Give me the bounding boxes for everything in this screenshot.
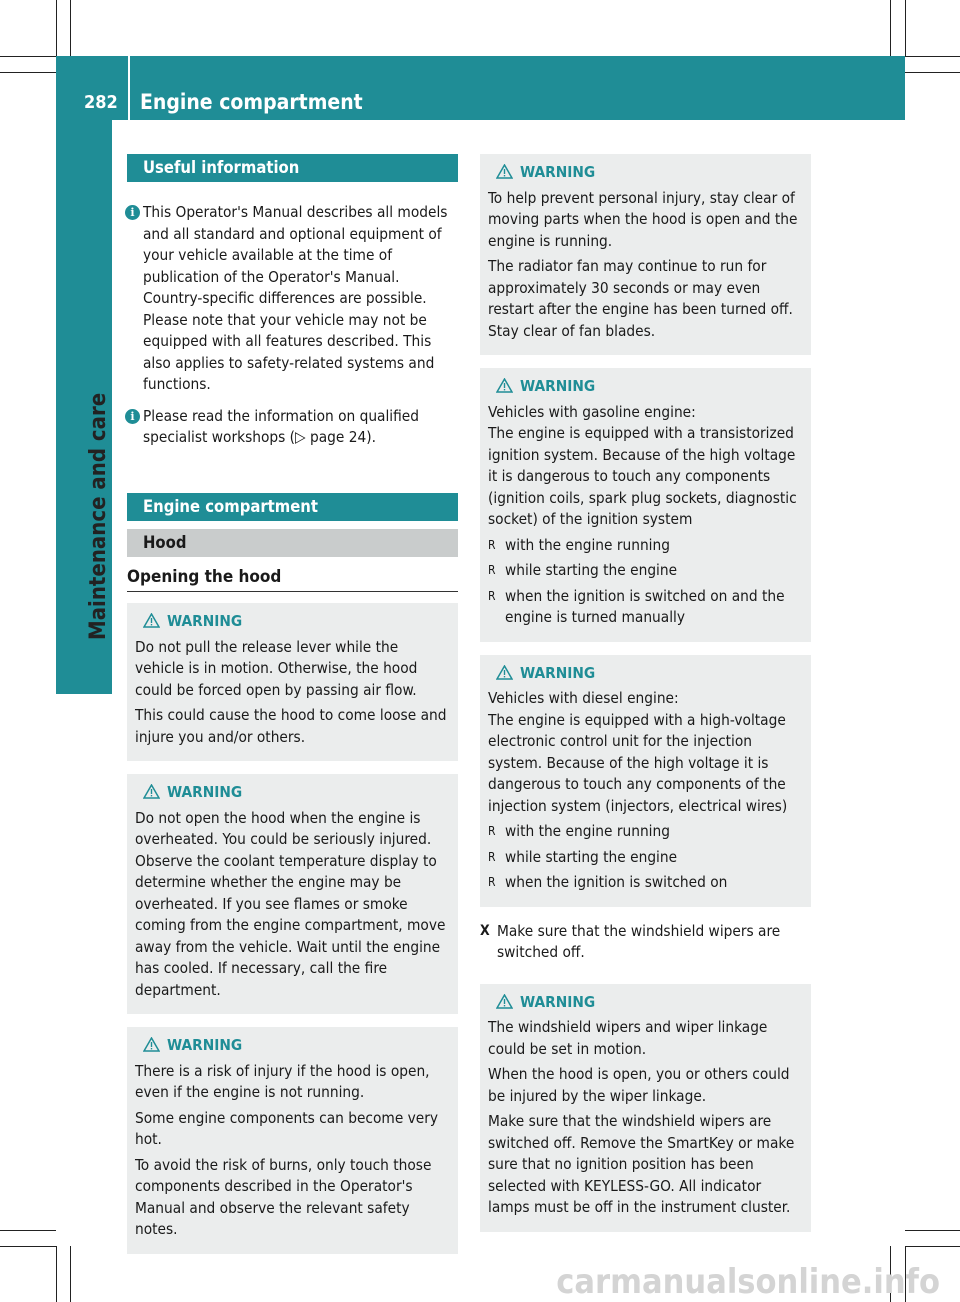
left-column: [127, 154, 458, 1254]
subsection-header-hood: Hood: [127, 529, 458, 557]
info-text: This Operator's Manual describes all models and all standard and optional equipment of your vehicle available at the time of publication of the Operator's Manual. Country-specific differences are possible. Please note that your vehicle may not be equipped with all features described. This also applies to safety-related systems and functions.: [143, 203, 448, 393]
warning-box: [127, 774, 458, 1014]
warning-triangle-icon: [496, 665, 513, 680]
warning-label: WARNING: [520, 163, 596, 181]
crop-mark: [56, 0, 57, 56]
warning-box: [480, 655, 811, 907]
info-icon: i: [125, 205, 140, 220]
heading-opening-the-hood: Opening the hood: [127, 567, 458, 593]
crop-mark: [905, 72, 960, 73]
warning-box: [480, 368, 811, 642]
warning-text: Do not pull the release lever while the vehicle is in motion. Otherwise, the hood could be forced open by passing air flow.: [135, 637, 418, 699]
warning-text: There is a risk of injury if the hood is open, even if the engine is not running.: [135, 1061, 430, 1101]
section-header-useful-information: Useful information: [127, 154, 458, 182]
crop-mark: [70, 1246, 71, 1302]
warning-text-line: Vehicles with diesel engine:: [488, 689, 679, 707]
warning-label: WARNING: [167, 783, 243, 801]
header-divider: [128, 56, 130, 120]
warning-text-line: The engine is equipped with a transistorized ignition system. Because of the high voltage it is dangerous to touch any components (ignition coils, spark plug sockets, diagnostic socket) of the ignition system: [488, 424, 797, 528]
warning-text: The windshield wipers and wiper linkage could be set in motion.: [488, 1018, 768, 1058]
warning-text: Make sure that the windshield wipers are switched off. Remove the SmartKey or make sure that no ignition position has been selected with KEYLESS-GO. All indicator lamps must be off in the instrument cluster.: [488, 1112, 795, 1216]
warning-box: [480, 984, 811, 1232]
crop-mark: [0, 72, 56, 73]
warning-box: [480, 154, 811, 355]
warning-triangle-icon: [496, 164, 513, 179]
warning-text-line: The engine is equipped with a high-voltage electronic control unit for the injection system. Because of the high voltage it is dangerous to touch any components of the injection system (injectors, electrical wires): [488, 710, 788, 815]
warning-heading: [135, 1035, 450, 1057]
warning-text: Do not open the hood when the engine is overheated. You could be seriously injured. Observe the coolant temperature display to determine whether the engine may be overheated. If you see flames or smoke coming from the engine compartment, move away from the vehicle. Wait until the engine has cooled. If necessary, call the fire department.: [135, 808, 446, 999]
warning-box: [127, 1027, 458, 1254]
warning-triangle-icon: [143, 613, 160, 628]
warning-text: To avoid the risk of burns, only touch those components described in the Operator's Manual and observe the relevant safety notes.: [135, 1155, 432, 1238]
warning-text: Some engine components can become very hot.: [135, 1108, 439, 1148]
page-title: Engine compartment: [140, 90, 363, 114]
bullet-item: R when the ignition is switched on and the engine is turned manually: [488, 586, 803, 629]
warning-heading: [488, 162, 803, 184]
crop-mark: [0, 56, 56, 57]
crop-mark: [905, 56, 960, 57]
watermark: carmanualsonline.info: [556, 1262, 940, 1302]
right-column: [480, 154, 811, 1232]
crop-mark: [905, 0, 906, 56]
warning-box: [127, 603, 458, 761]
warning-heading: [135, 782, 450, 804]
crop-mark: [70, 0, 71, 56]
warning-heading: [488, 376, 803, 398]
bullet-item: R with the engine running: [488, 535, 803, 557]
warning-triangle-icon: [496, 378, 513, 393]
section-header-engine-compartment: Engine compartment: [127, 493, 458, 521]
crop-mark: [0, 1230, 56, 1231]
bullet-item: R when the ignition is switched on: [488, 872, 803, 894]
warning-text: The radiator fan may continue to run for approximately 30 seconds or may even restart after the engine has been turned off. Stay clear of fan blades.: [488, 257, 793, 340]
side-tab-label: Maintenance and care: [86, 392, 111, 640]
info-note: [127, 406, 458, 449]
warning-text: When the hood is open, you or others could be injured by the wiper linkage.: [488, 1065, 790, 1105]
warning-triangle-icon: [143, 784, 160, 799]
warning-text: This could cause the hood to come loose and injure you and/or others.: [135, 706, 447, 746]
warning-text-line: Vehicles with gasoline engine:: [488, 402, 696, 421]
warning-heading: [488, 663, 803, 685]
bullet-item: R while starting the engine: [488, 847, 803, 869]
crop-mark: [905, 1246, 960, 1247]
info-text: Please read the information on qualified specialist workshops (▷ page 24).: [143, 406, 420, 446]
warning-heading: [488, 992, 803, 1014]
info-icon: i: [125, 409, 140, 424]
warning-text: To help prevent personal injury, stay clear of moving parts when the hood is open and the engine is running.: [488, 188, 798, 250]
warning-heading: [135, 611, 450, 633]
warning-text: [488, 402, 803, 531]
crop-mark: [56, 1246, 57, 1302]
info-note: [127, 202, 458, 396]
page-header: [56, 56, 905, 120]
crop-mark: [0, 1246, 56, 1247]
crop-mark: [905, 1230, 960, 1231]
warning-label: WARNING: [167, 1036, 243, 1054]
instruction-step: X Make sure that the windshield wipers are switched off.: [480, 921, 811, 964]
warning-label: WARNING: [167, 612, 243, 630]
warning-label: WARNING: [520, 992, 596, 1011]
page-number: 282: [84, 92, 118, 113]
warning-triangle-icon: [143, 1037, 160, 1052]
warning-triangle-icon: [496, 994, 513, 1009]
warning-text: [488, 688, 803, 817]
bullet-item: R while starting the engine: [488, 560, 803, 582]
crop-mark: [890, 0, 891, 56]
warning-label: WARNING: [520, 663, 596, 682]
bullet-item: R with the engine running: [488, 821, 803, 843]
warning-label: WARNING: [520, 377, 596, 395]
